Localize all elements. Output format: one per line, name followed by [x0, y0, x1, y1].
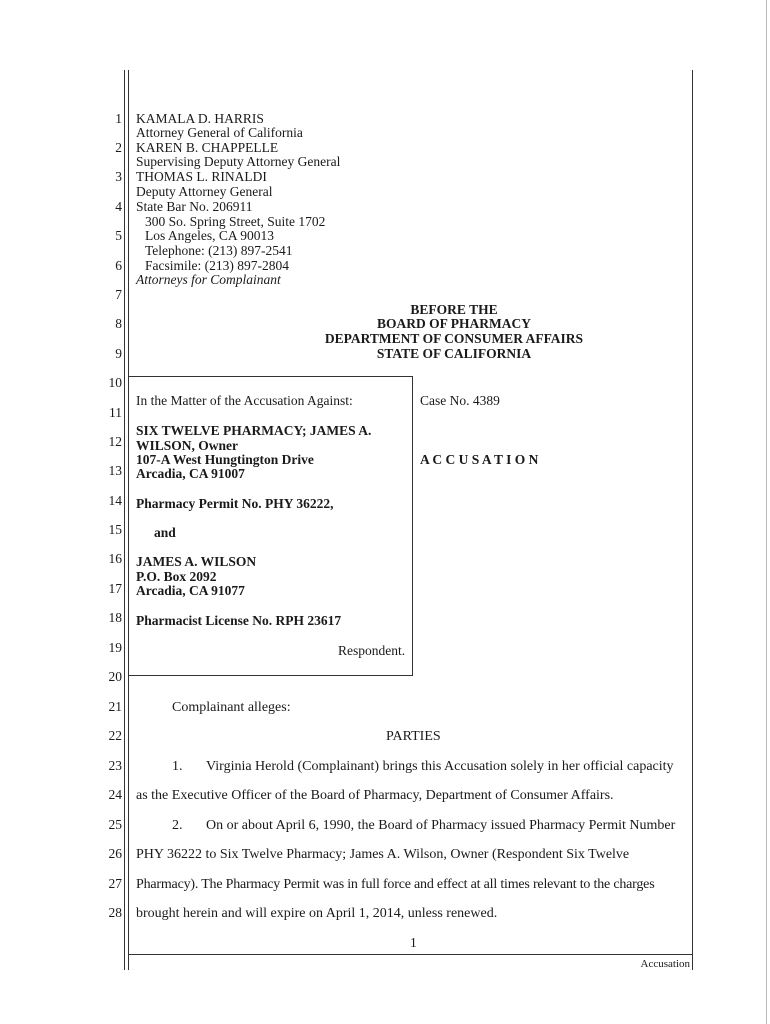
- respondent-line: WILSON, Owner: [136, 438, 239, 453]
- left-margin-rule-outer: [124, 70, 125, 970]
- line-number: 18: [108, 610, 122, 625]
- footer-rule: [128, 954, 692, 955]
- page-edge-rule: [766, 0, 767, 1024]
- line-number: 23: [108, 758, 122, 773]
- counsel-city: Los Angeles, CA 90013: [145, 228, 275, 243]
- line-number: 27: [108, 876, 122, 891]
- footer-label: Accusation: [640, 958, 690, 970]
- line-number: 21: [108, 699, 122, 714]
- pharmacist-license: Pharmacist License No. RPH 23617: [136, 613, 342, 628]
- respondent-line: SIX TWELVE PHARMACY; JAMES A.: [136, 423, 372, 438]
- line-number: 16: [108, 551, 122, 566]
- line-number: 2: [115, 140, 122, 155]
- line-number: 9: [115, 346, 122, 361]
- paragraph-number: 1.: [172, 759, 183, 774]
- line-number: 13: [108, 463, 122, 478]
- document-type: A C C U S A T I O N: [420, 452, 539, 467]
- respondent-line: JAMES A. WILSON: [136, 554, 257, 569]
- section-heading-parties: PARTIES: [386, 729, 441, 744]
- counsel-name: KAREN B. CHAPPELLE: [136, 140, 279, 155]
- respondent-line: P.O. Box 2092: [136, 569, 217, 584]
- line-number: 3: [115, 169, 122, 184]
- paragraph-text: brought herein and will expire on April 1, 2014, unless renewed.: [136, 906, 498, 921]
- line-number: 15: [108, 522, 122, 537]
- line-number: 25: [108, 817, 122, 832]
- line-number: 5: [115, 228, 122, 243]
- line-number: 28: [108, 905, 122, 920]
- line-number: 8: [115, 316, 122, 331]
- respondent-label: Respondent.: [338, 643, 406, 658]
- counsel-facsimile: Facsimile: (213) 897-2804: [145, 258, 289, 273]
- line-number: 10: [108, 375, 122, 390]
- line-number: 19: [108, 640, 122, 655]
- heading-line: BOARD OF PHARMACY: [377, 316, 531, 331]
- heading-line: DEPARTMENT OF CONSUMER AFFAIRS: [324, 331, 584, 346]
- line-number: 26: [108, 846, 122, 861]
- paragraph-text: Pharmacy). The Pharmacy Permit was in full force and effect at all times relevant to the charges: [136, 877, 655, 892]
- paragraph-number: 2.: [172, 818, 183, 833]
- line-number: 24: [108, 787, 122, 802]
- line-number: 11: [109, 405, 122, 420]
- paragraph-text: PHY 36222 to Six Twelve Pharmacy; James A. Wilson, Owner (Respondent Six Twelve: [136, 847, 630, 862]
- line-number: 4: [115, 199, 122, 214]
- paragraph-text: Virginia Herold (Complainant) brings this Accusation solely in her official capacity: [206, 759, 674, 774]
- line-number: 14: [108, 493, 122, 508]
- line-number: 22: [108, 728, 122, 743]
- pharmacy-permit: Pharmacy Permit No. PHY 36222,: [136, 496, 334, 511]
- counsel-title: Attorney General of California: [136, 125, 303, 140]
- respondent-line: Arcadia, CA 91077: [136, 583, 245, 598]
- counsel-title: Deputy Attorney General: [136, 184, 273, 199]
- page-number: 1: [410, 935, 417, 950]
- caption-matter: In the Matter of the Accusation Against:: [136, 393, 353, 408]
- line-number: 20: [108, 669, 122, 684]
- line-number: 17: [108, 581, 122, 596]
- heading-line: BEFORE THE: [410, 302, 498, 317]
- counsel-telephone: Telephone: (213) 897-2541: [145, 243, 293, 258]
- caption-and: and: [154, 525, 176, 540]
- case-number: Case No. 4389: [420, 393, 500, 408]
- right-margin-rule: [692, 70, 693, 970]
- heading-line: STATE OF CALIFORNIA: [376, 346, 532, 361]
- paragraph-text: as the Executive Officer of the Board of Pharmacy, Department of Consumer Affairs.: [136, 788, 614, 803]
- state-bar-number: State Bar No. 206911: [136, 199, 253, 214]
- paragraph-text: On or about April 6, 1990, the Board of Pharmacy issued Pharmacy Permit Number: [206, 818, 676, 833]
- counsel-name: THOMAS L. RINALDI: [136, 169, 267, 184]
- line-number: 7: [115, 287, 122, 302]
- line-number: 12: [108, 434, 122, 449]
- counsel-street: 300 So. Spring Street, Suite 1702: [145, 214, 326, 229]
- counsel-role: Attorneys for Complainant: [136, 272, 281, 287]
- line-number: 1: [115, 111, 122, 126]
- counsel-name: KAMALA D. HARRIS: [136, 111, 264, 126]
- complainant-alleges: Complainant alleges:: [172, 700, 291, 715]
- respondent-line: 107-A West Hungtington Drive: [136, 452, 314, 467]
- respondent-line: Arcadia, CA 91007: [136, 466, 245, 481]
- counsel-title: Supervising Deputy Attorney General: [136, 154, 341, 169]
- line-number: 6: [115, 258, 122, 273]
